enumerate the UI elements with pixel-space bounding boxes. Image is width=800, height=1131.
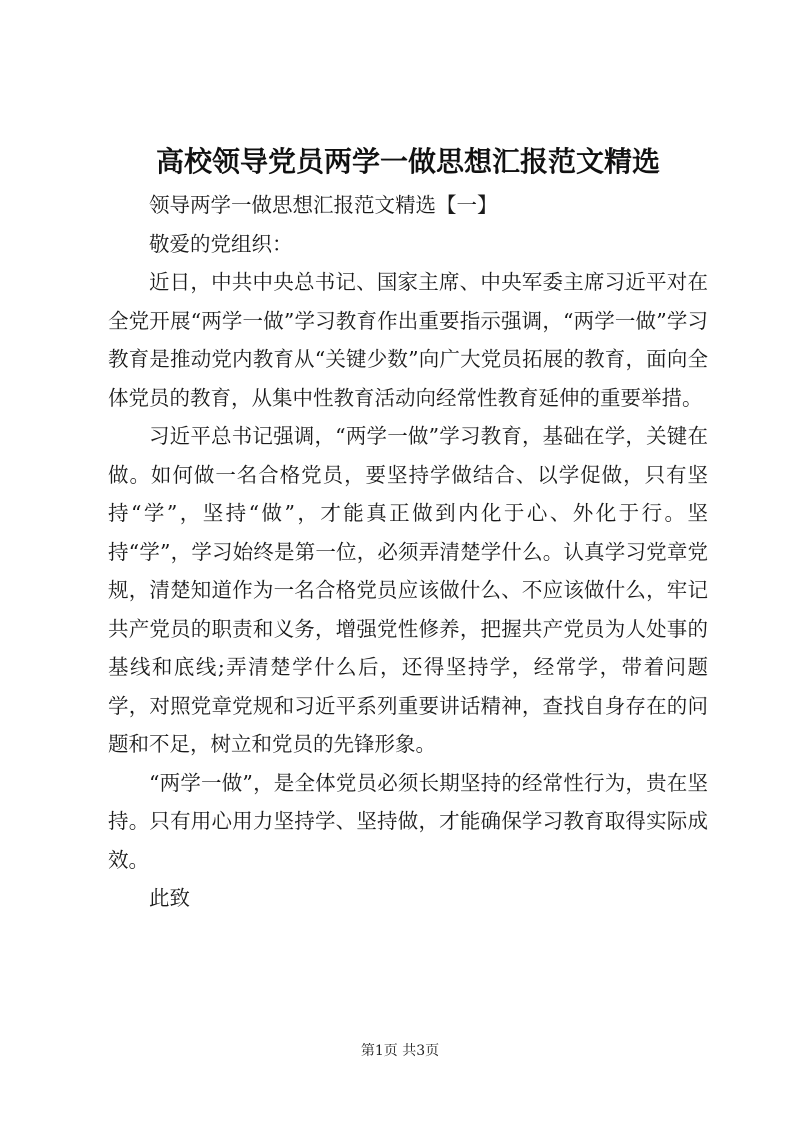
body-paragraph: 近日，中共中央总书记、国家主席、中央军委主席习近平对在全党开展“两学一做”学习教育作出重要指示强调，“两学一做”学习教育是推动党内教育从“关键少数”向广大党员拓展的教育，面向全体党员的教育，从集中性教育活动向经常性教育延伸的重要举措。 [108, 270, 708, 410]
salutation: 敬爱的党组织： [149, 231, 293, 256]
body-paragraph: “两学一做”，是全体党员必须长期坚持的经常性行为，贵在坚持。只有用心用力坚持学、坚持做，才能确保学习教育取得实际成效。 [108, 770, 708, 872]
document-body [108, 186, 708, 918]
body-paragraph: 习近平总书记强调，“两学一做”学习教育，基础在学，关键在做。如何做一名合格党员，要坚持学做结合、以学促做，只有坚持“学”，坚持“做”，才能真正做到内化于心、外化于行。坚持“学”，学习始终是第一位，必须弄清楚学什么。认真学习党章党规，清楚知道作为一名合格党员应该做什么、不应该做什么，牢记共产党员的职责和义务，增强党性修养，把握共产党员为人处事的基线和底线;弄清楚学什么后，还得坚持学，经常学，带着问题学，对照党章党规和习近平系列重要讲话精神，查找自身存在的问题和不足，树立和党员的先锋形象。 [108, 424, 708, 756]
page-footer: 第1页 共3页 [360, 1043, 440, 1059]
section-heading: 领导两学一做思想汇报范文精选【一】 [149, 193, 498, 217]
document-title: 高校领导党员两学一做思想汇报范文精选 [155, 145, 660, 178]
closing-phrase: 此致 [149, 886, 190, 910]
